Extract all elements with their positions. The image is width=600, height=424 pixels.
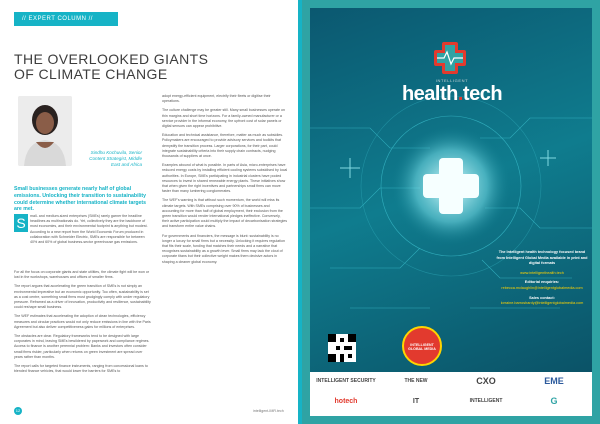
- brand-sub: INTELLIGENT: [435, 78, 469, 83]
- author-byline: Sindhu Kochuvila, Senior Content Strategist, Middle East and Africa: [89, 150, 142, 167]
- brand-name: [392, 83, 512, 106]
- footer-site: intelligent-IMR.tech: [253, 409, 284, 413]
- paragraph: The culture challenge may be greater still. Many small businesses operate on thin margins and short time horizons. For a family-owned manufacturer or a service provider in the informal economy, the upfront cost of solar panels or digital sensors can appear prohibitive.: [162, 108, 286, 129]
- paragraph: adopt energy-efficient equipment, electrify their fleets or digitise their operations.: [162, 94, 271, 104]
- brand-dot: .: [457, 83, 463, 105]
- paragraph: Education and technical assistance, therefore, matter as much as subsidies. Policymakers are encouraged to provide advisory services and toolkits that demystify the transition process. Larger corporations, for their part, could integrate sustainability criteria into their supply chain contracts, nudging thousands of suppliers at once.: [162, 133, 284, 159]
- brand-tld: tech: [462, 83, 503, 105]
- partner-logo: INTELLIGENT: [469, 398, 503, 404]
- headline: THE OVERLOOKED GIANTS OF CLIMATE CHANGE: [14, 51, 209, 82]
- page-number: 12: [15, 408, 21, 413]
- paragraph: The WEF estimates that accelerating the adoption of clean technologies, efficiency measures and circular practices would not only reduce emissions in line with the Paris Agreement but also deliver competitiveness gains for millions of enterprises.: [14, 314, 151, 329]
- paragraph: The obstacles are clear. Regulatory frameworks tend to be designed with large corporates in mind, leaving SMEs bewildered by paperwork and compliance regimes. Access to finance is another perennial problem: Banks and investors often consider small firms riskier, particularly when returns on green investment are spread over years rather than months.: [14, 334, 150, 359]
- paragraph: mall- and medium-sized enterprises (SMEs) rarely garner the headline headlines as multinationals do. Yet, collectively they are the backbone of most economies, and their environmental footprint is anything but modest. According to a new report from the World Economic Forum produced in collaboration with Schneider Electric, SMEs are responsible for between 40% and 60% of global business-sector greenhouse gas emissions.: [30, 214, 148, 245]
- partner-logo: IT: [412, 398, 420, 405]
- paragraph: For all the focus on corporate giants and state utilities, the climate fight will be won or lost in the workshops, warehouses and offices of smaller firms.: [14, 270, 150, 280]
- right-page: [302, 0, 600, 424]
- brand-logo: [392, 78, 512, 106]
- editorial-label: Editorial enquiries:: [524, 280, 560, 285]
- info-intro: The Intelligent health technology focused brand from Intelligent Global Media available in print and digital formats: [496, 250, 588, 266]
- author-photo: [18, 96, 72, 166]
- brand-cross-icon: [434, 42, 466, 74]
- paragraph: Examples abound of what is possible. In parts of Asia, micro-enterprises have reduced energy costs by installing efficient cooling systems subsidised by local authorities. In Europe, SMEs participating in industrial clusters have pooled resources to invest in shared renewable energy plants. These initiatives show that when given the right incentives and partnerships small firms can move faster than many lumbering conglomerates.: [162, 163, 288, 194]
- sales-label: Sales contact:: [529, 295, 555, 300]
- partner-logo: hotech: [334, 398, 358, 405]
- column-tag: // EXPERT COLUMN //: [14, 12, 118, 26]
- editorial-email-link[interactable]: rebecca.mclaughlin@intelligentglobalmedia.com: [501, 285, 583, 290]
- qr-code[interactable]: [328, 334, 356, 362]
- partner-logo-strip: [310, 372, 592, 416]
- brand-main: health: [401, 83, 458, 105]
- health-tech-advert: [310, 8, 592, 416]
- partner-logo: THE NEW: [404, 378, 428, 384]
- body-column-1: [14, 270, 152, 378]
- body-first-paragraph: [30, 214, 152, 249]
- partner-logo: INTELLIGENT SECURITY: [316, 378, 376, 384]
- editorial-block: [496, 280, 588, 291]
- paragraph: The report calls for targeted finance instruments, ranging from concessional loans to blended finance vehicles, that would lower the barriers for SMEs to: [14, 364, 148, 374]
- circuit-art: [310, 8, 592, 372]
- partner-logo: G: [550, 396, 558, 406]
- partner-logo: CXO: [476, 376, 496, 386]
- partner-logo: EME: [544, 376, 564, 386]
- sales-block: [496, 296, 588, 307]
- paragraph: The WEF's warning is that without such momentum, the world will miss its climate targets. With SMEs comprising over 90% of businesses and accounting for more than half of global employment, their exclusion from the green transition would render international pledges ineffective. Conversely, their active participation could multiply the impact of decarbonisation strategies and transform entire value chains.: [162, 198, 288, 229]
- brand-site-link[interactable]: www.intelligenthealth.tech: [520, 270, 564, 275]
- paragraph: For governments and financiers, the message is blunt: sustainability is no longer a luxury for small firms but a necessity. Unlocking it requires regulation that fits their scale, funding that matches their needs and a narrative that recognises sustainability as a growth lever. Small firms may lack the clout of corporate titans but their collective weight makes them decisive actors in shaping a cleaner global economy.: [162, 233, 285, 264]
- paragraph: The report argues that accelerating the green transition of SMEs is not simply an environmental imperative but an economic opportunity. Too often, sustainability is set as a cost centre, something small firms must grudgingly comply with under regulatory pressure. Reframed as a driver of innovation, productivity and resilience, sustainability could reshape small business.: [14, 284, 151, 310]
- drop-cap: S: [14, 214, 28, 232]
- intelligent-global-media-badge: INTELLIGENT GLOBAL MEDIA: [402, 326, 442, 366]
- sales-email-link[interactable]: lorraine.barroshardy@intelligentglobalmedia.com: [500, 301, 584, 306]
- advert-info: [496, 250, 588, 311]
- body-column-2: [162, 94, 288, 269]
- standfirst: Small businesses generate nearly half of global emissions. Unlocking their transition to sustainability could determine whether international climate targets are met.: [14, 186, 147, 213]
